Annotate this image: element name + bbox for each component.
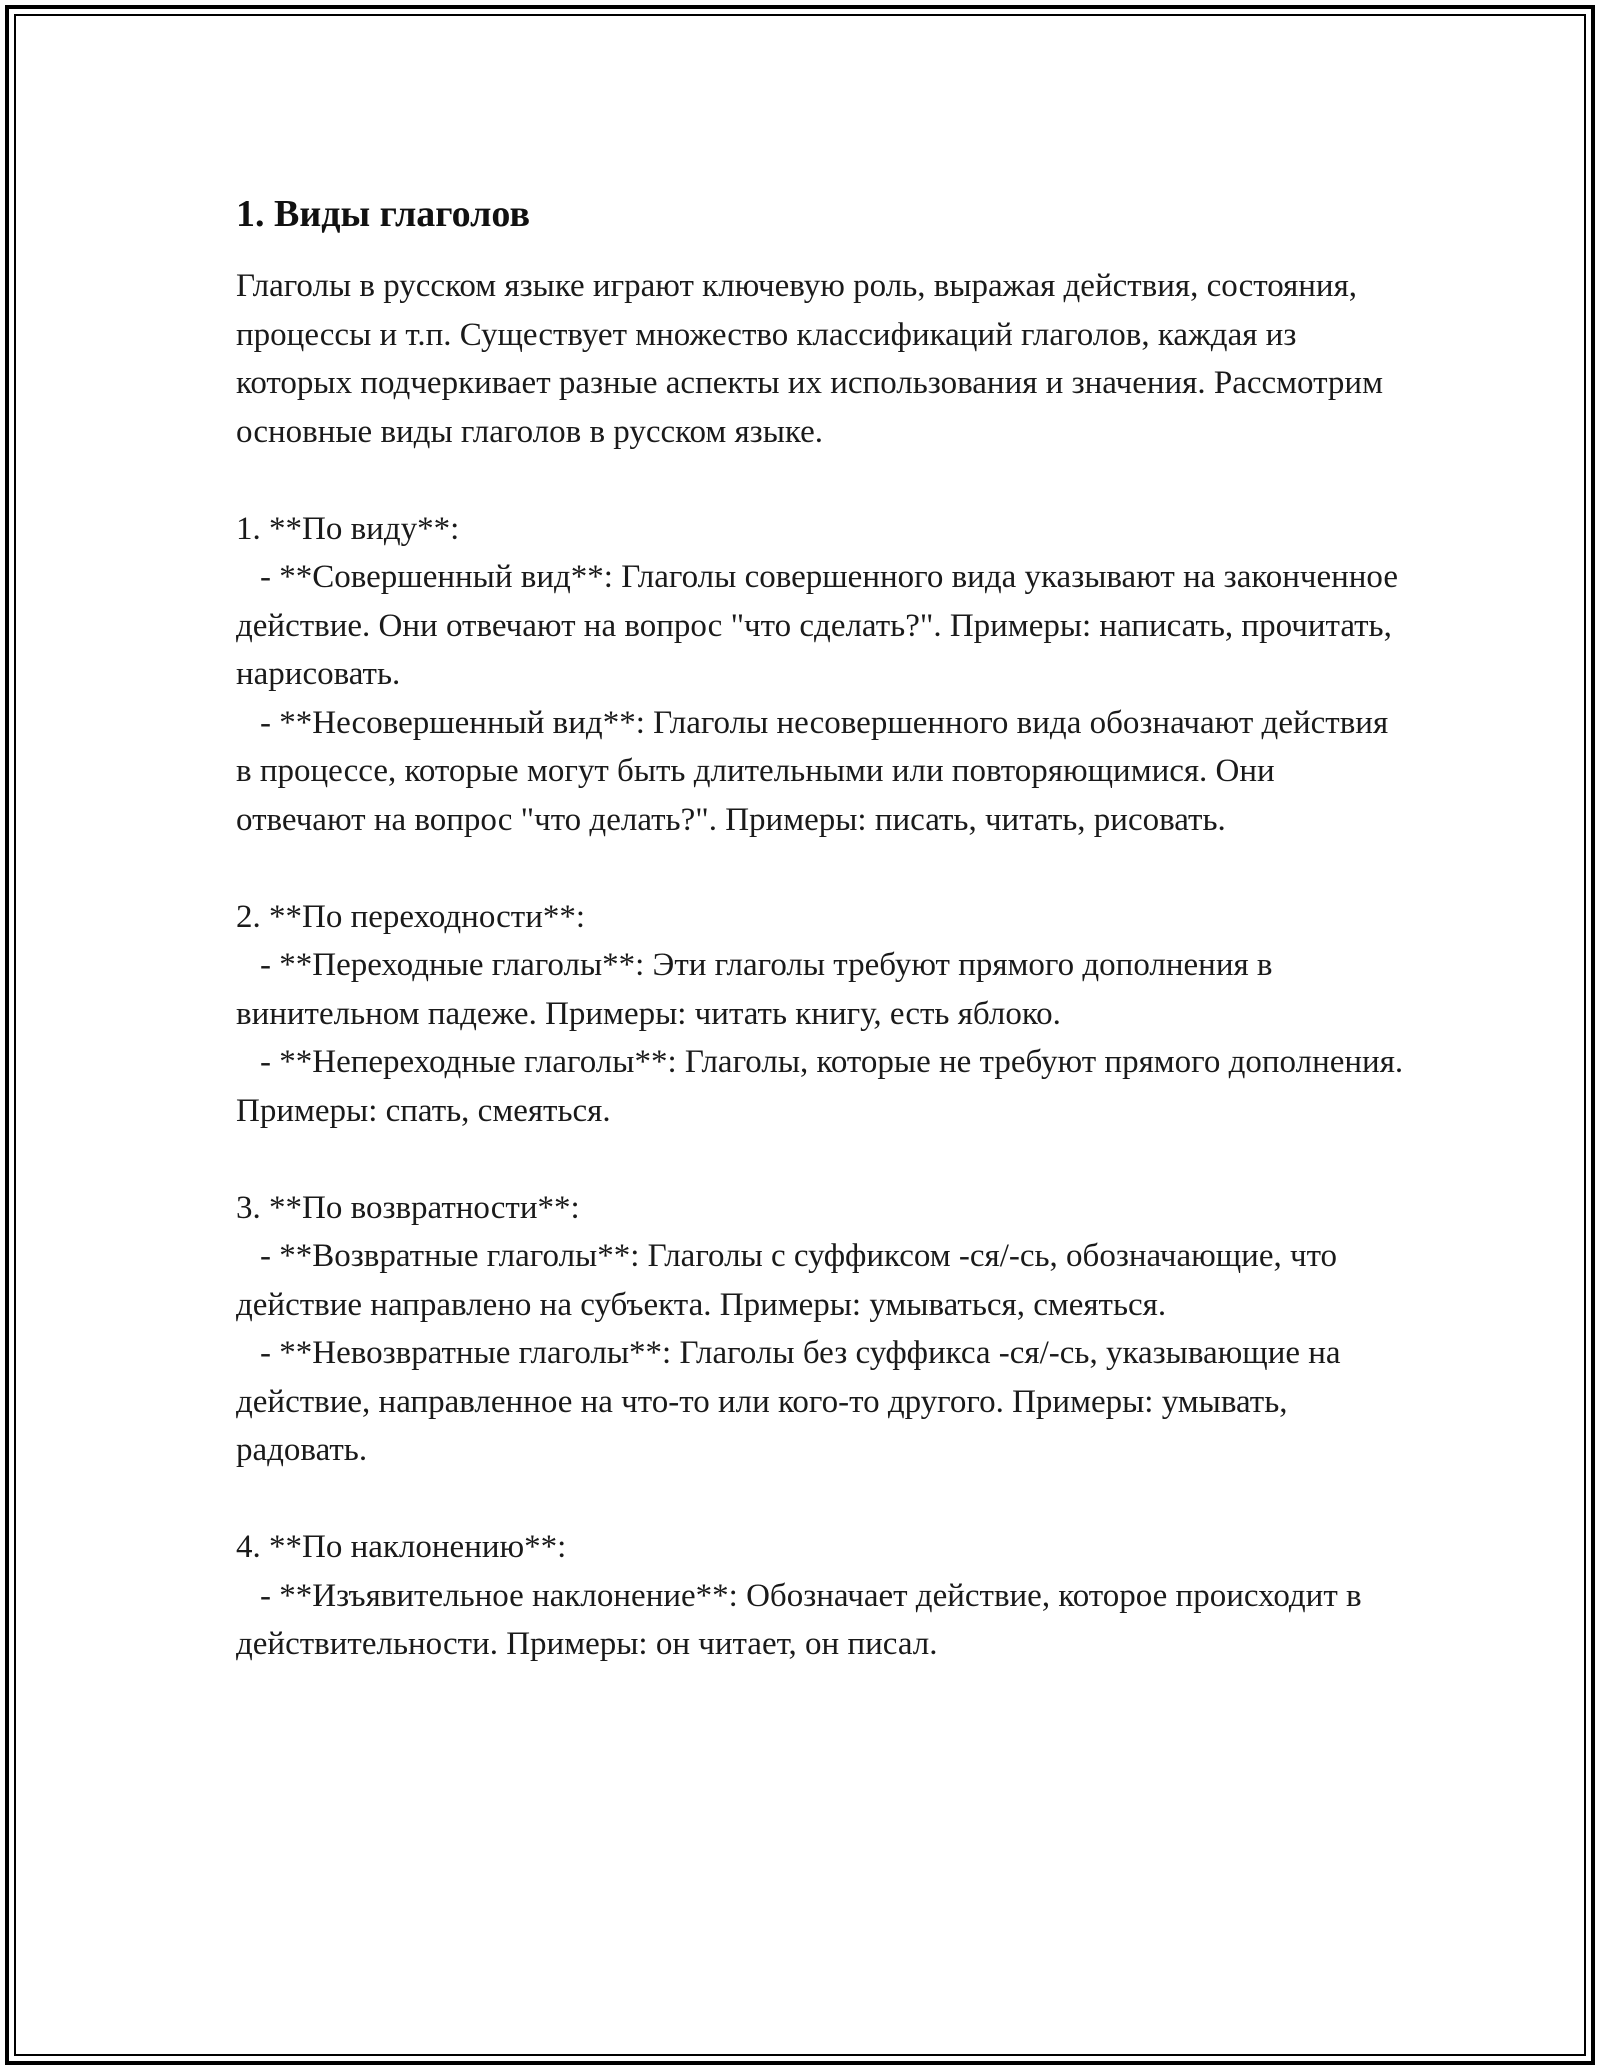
document-body — [236, 190, 1406, 1669]
section-transitivity — [236, 893, 1406, 1136]
section-heading: 2. **По переходности**: — [236, 898, 586, 935]
spacer — [236, 1475, 1406, 1524]
section-mood — [236, 1523, 1406, 1669]
section-aspect — [236, 505, 1406, 845]
section-reflexivity — [236, 1184, 1406, 1475]
intro-paragraph: Глаголы в русском языке играют ключевую роль, выражая действия, состояния, процессы и т.п. Существует множество классификаций глаголов, каждая из которых подчеркивает разные аспекты их использования и значения. Рассмотрим основные виды глаголов в русском языке. — [236, 268, 1383, 450]
spacer — [236, 1135, 1406, 1184]
list-item: - **Непереходные глаголы**: Глаголы, которые не требуют прямого дополнения. Примеры: спать, смеяться. — [236, 1044, 1404, 1129]
spacer — [236, 844, 1406, 893]
list-item: - **Невозвратные глаголы**: Глаголы без суффикса -ся/-сь, указывающие на действие, направленное на что-то или кого-то другого. Примеры: умывать, радовать. — [236, 1335, 1341, 1468]
spacer — [236, 456, 1406, 505]
section-heading: 1. **По виду**: — [236, 510, 460, 547]
section-heading: 3. **По возвратности**: — [236, 1189, 580, 1226]
list-item: - **Возвратные глаголы**: Глаголы с суффиксом -ся/-сь, обозначающие, что действие направлено на субъекта. Примеры: умываться, смеяться. — [236, 1238, 1338, 1323]
section-heading: 4. **По наклонению**: — [236, 1529, 567, 1565]
list-item: - **Изъявительное наклонение**: Обозначает действие, которое происходит в действительности. Примеры: он читает, он писал. — [236, 1577, 1362, 1662]
list-item: - **Совершенный вид**: Глаголы совершенного вида указывают на законченное действие. Они отвечают на вопрос "что сделать?". Примеры: написать, прочитать, нарисовать. — [236, 559, 1398, 692]
list-item: - **Несовершенный вид**: Глаголы несовершенного вида обозначают действия в процессе, которые могут быть длительными или повторяющимися. Они отвечают на вопрос "что делать?". Примеры: писать, читать, рисовать. — [236, 704, 1389, 838]
document-title: 1. Виды глаголов — [236, 193, 530, 235]
list-item: - **Переходные глаголы**: Эти глаголы требуют прямого дополнения в винительном падеже. Примеры: читать книгу, есть яблоко. — [236, 947, 1273, 1032]
